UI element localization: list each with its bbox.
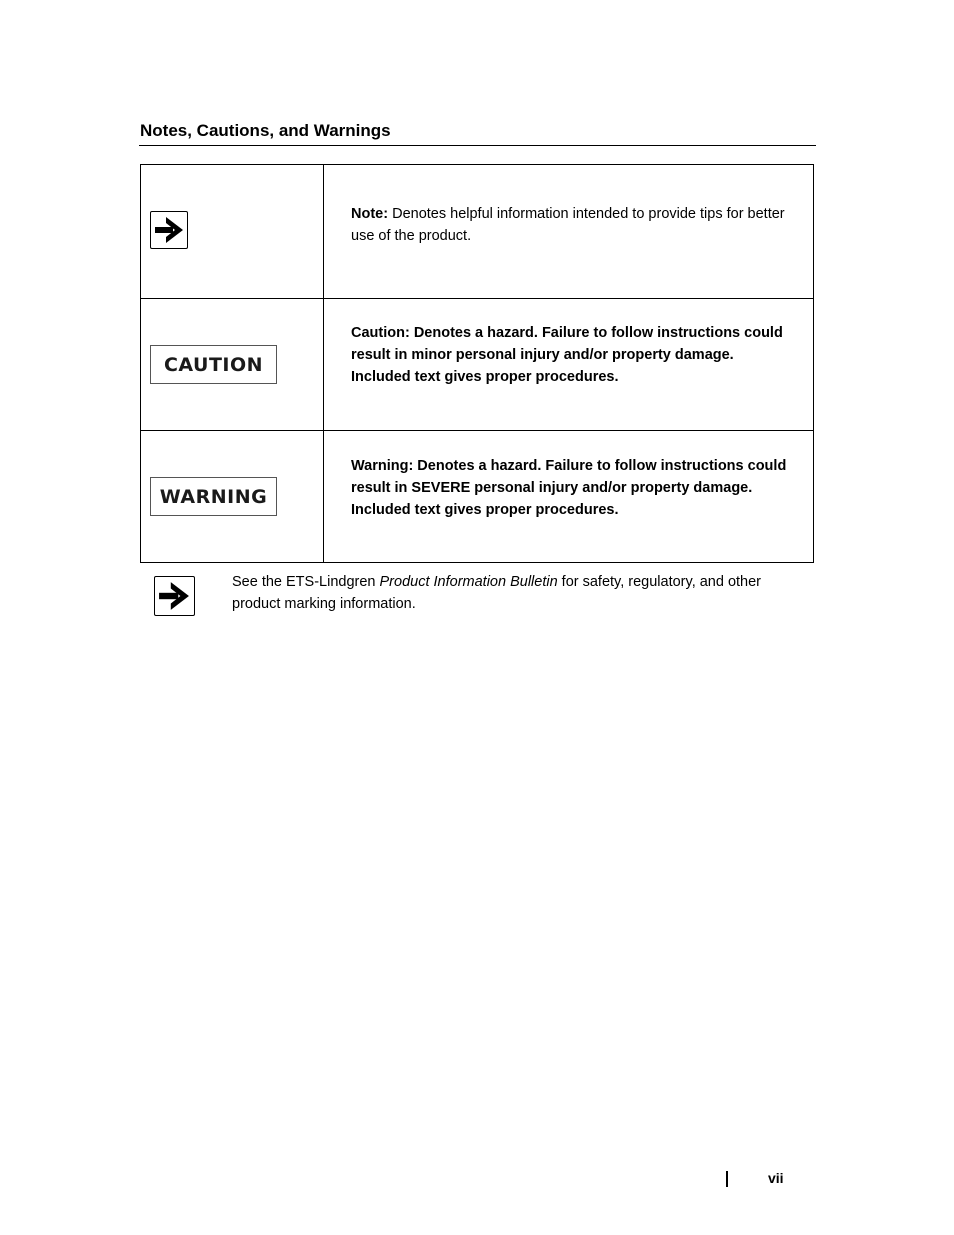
warning-description: Warning: Denotes a hazard. Failure to follow instructions could result in SEVERE personal injury and/or property damage. Included text gives proper procedures. <box>351 458 787 518</box>
footnote-after: for safety, regulatory, and other product marking information. <box>232 574 762 612</box>
caution-label: CAUTION <box>150 345 277 384</box>
page-number: vii <box>768 1170 784 1186</box>
warning-row <box>141 430 813 563</box>
note-row <box>141 165 813 297</box>
arrow-right-icon <box>150 211 188 249</box>
arrow-right-icon <box>154 576 195 616</box>
section-title: Notes, Cautions, and Warnings <box>140 121 391 140</box>
footnote-text <box>232 571 812 615</box>
bulletin-title: Product Information Bulletin <box>379 574 558 590</box>
note-description <box>351 203 791 247</box>
note-text: Denotes helpful information intended to provide tips for better use of the product. <box>351 206 785 244</box>
notice-table <box>140 164 814 563</box>
caution-row <box>141 298 813 430</box>
note-lead: Note: <box>351 206 389 222</box>
footnote-before: See the ETS-Lindgren <box>232 574 380 590</box>
warning-label: WARNING <box>150 477 277 516</box>
caution-description: Caution: Denotes a hazard. Failure to follow instructions could result in minor personal injury and/or property damage. Included text gives proper procedures. <box>351 325 783 385</box>
heading-rule <box>139 145 816 146</box>
page-separator <box>726 1171 728 1187</box>
